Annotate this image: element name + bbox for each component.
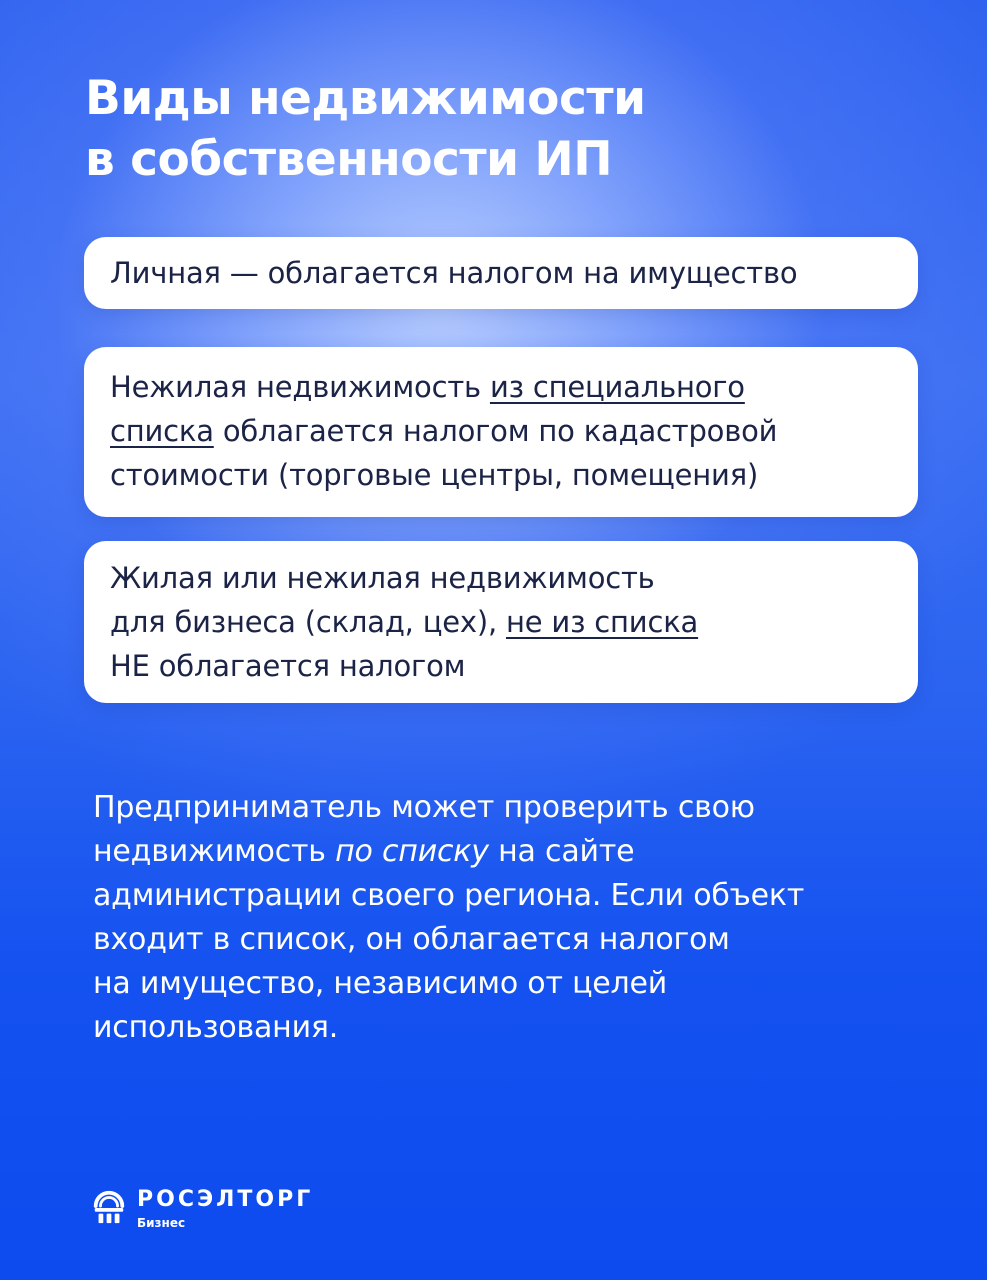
card-3-line-3 — [110, 644, 900, 688]
info-line-5 — [93, 962, 913, 1006]
info-text: использования. — [93, 1010, 339, 1045]
page-title — [85, 68, 905, 190]
card-3-text: для бизнеса (склад, цех), — [110, 605, 506, 639]
roseltorg-logo-icon — [90, 1188, 128, 1226]
info-line-2 — [93, 830, 913, 874]
card-2-line-2 — [110, 409, 900, 453]
info-text: на имущество, независимо от целей — [93, 966, 668, 1001]
by-list-emphasis: по списку — [335, 834, 489, 869]
info-line-4 — [93, 918, 913, 962]
card-1-text: Личная — облагается налогом на имущество — [110, 256, 798, 290]
card-2-text: Нежилая недвижимость — [110, 370, 490, 404]
info-paragraph — [93, 786, 913, 1050]
info-line-1 — [93, 786, 913, 830]
info-line-6 — [93, 1006, 913, 1050]
card-2-line-1 — [110, 365, 900, 409]
card-2-line-3 — [110, 453, 900, 497]
card-personal-property — [84, 237, 918, 309]
card-3-line-1 — [110, 556, 900, 600]
card-business-property-not-in-list — [84, 541, 918, 703]
card-3-text: НЕ облагается налогом — [110, 649, 466, 683]
roseltorg-logo — [90, 1188, 313, 1231]
info-text: недвижимость — [93, 834, 336, 869]
card-2-text: стоимости (торговые центры, помещения) — [110, 458, 759, 492]
info-text: Предприниматель может проверить свою — [93, 790, 755, 825]
info-line-3 — [93, 874, 913, 918]
info-text: администрации своего региона. Если объект — [93, 878, 805, 913]
card-3-line-2 — [110, 600, 900, 644]
card-2-text: облагается налогом по кадастровой — [213, 414, 778, 448]
card-non-residential-special-list — [84, 347, 918, 517]
brand-subtitle: Бизнес — [137, 1216, 186, 1230]
brand-name: РОСЭЛТОРГ — [137, 1187, 314, 1212]
card-1-line-1 — [110, 251, 900, 295]
not-in-list-link[interactable]: не из списка — [506, 605, 699, 639]
special-list-link-part-2[interactable]: списка — [110, 414, 214, 448]
info-text: на сайте — [488, 834, 635, 869]
info-text: входит в список, он облагается налогом — [93, 922, 730, 957]
logo-text — [137, 1188, 313, 1231]
card-3-text: Жилая или нежилая недвижимость — [110, 561, 655, 595]
special-list-link-part-1[interactable]: из специального — [489, 370, 745, 404]
title-line-2: в собственности ИП — [85, 132, 613, 187]
title-line-1: Виды недвижимости — [85, 71, 646, 126]
